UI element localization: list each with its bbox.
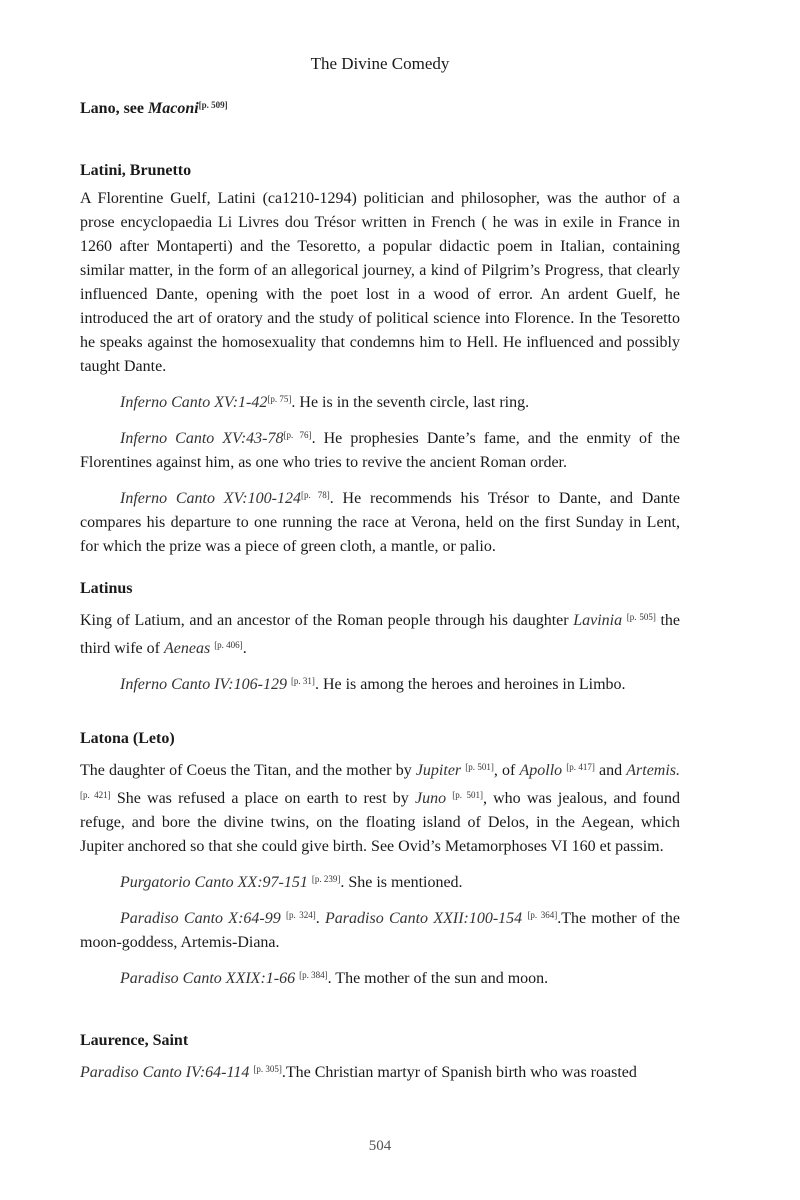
canto-reference: Purgatorio Canto XX:97-151 [p. 239]. She is mentioned. <box>120 874 463 891</box>
canto-link[interactable]: Paradiso Canto X:64-99 <box>120 910 281 927</box>
entry-body: King of Latium, and an ancestor of the Roman people through his daughter Lavinia [p. 505] the third wife of Aeneas [p. 406]. <box>80 612 681 657</box>
cross-reference-link[interactable]: Jupiter <box>415 762 462 779</box>
entry-latini <box>80 162 680 559</box>
entry-body: The daughter of Coeus the Titan, and the mother by Jupiter [p. 501], of Apollo [p. 417] and Artemis. [p. 421] She was refused a place on earth to rest by Juno [p. 501], who was jealous, and found refuge, and bore the divine twins, on the floating island of Delos, in the Aegean, which Jupiter anchored so that she could give birth. See Ovid’s Metamorphoses VI 160 et passim. <box>80 762 681 855</box>
page-reference: [p. 384] <box>299 970 328 980</box>
canto-link[interactable]: Paradiso Canto XXII:100-154 <box>325 910 523 927</box>
entry-laurence <box>80 1032 680 1085</box>
canto-reference: Inferno Canto XV:100-124[p. 78]. He recommends his Trésor to Dante, and Dante compares his departure to one running the race at Verona, held on the first Sunday in Lent, for which the prize was a piece of green cloth, a mantle, or palio. <box>80 490 681 555</box>
entry-latona <box>80 730 680 991</box>
cross-reference-link[interactable]: Apollo <box>519 762 563 779</box>
canto-link[interactable]: Paradiso Canto IV:64-114 <box>80 1064 250 1081</box>
page-reference: [p. 305] <box>253 1064 282 1074</box>
document-page <box>80 0 680 1200</box>
entry-heading: Latini, Brunetto <box>80 162 192 179</box>
canto-link[interactable]: Inferno Canto IV:106-129 <box>120 676 287 693</box>
page-reference: [p. 505] <box>626 612 656 622</box>
canto-link[interactable]: Purgatorio Canto XX:97-151 <box>120 874 308 891</box>
entry-heading: Laurence, Saint <box>80 1032 189 1049</box>
page-reference: [p. 501] <box>465 762 494 772</box>
canto-link[interactable]: Paradiso Canto XXIX:1-66 <box>120 970 296 987</box>
entry-heading: Lano, see Maconi[p. 509] <box>80 100 228 117</box>
entry-body: Paradiso Canto IV:64-114 [p. 305].The Christian martyr of Spanish birth who was roasted <box>80 1064 637 1081</box>
cross-reference-link[interactable]: Artemis. <box>626 762 681 779</box>
entry-heading: Latinus <box>80 580 133 597</box>
cross-reference-link[interactable]: Juno <box>414 790 447 807</box>
cross-reference-link[interactable]: Aeneas <box>163 640 211 657</box>
canto-reference: Paradiso Canto X:64-99 [p. 324]. Paradiso Canto XXII:100-154 [p. 364].The mother of the moon-goddess, Artemis-Diana. <box>80 910 681 951</box>
entry-latinus <box>80 580 680 697</box>
page-number: 504 <box>368 1138 392 1154</box>
canto-reference: Paradiso Canto XXIX:1-66 [p. 384]. The mother of the sun and moon. <box>120 970 549 987</box>
page-reference: [p. 239] <box>311 874 341 884</box>
page-reference: [p. 76] <box>283 430 312 440</box>
page-reference: [p. 364] <box>527 910 558 920</box>
canto-link[interactable]: Inferno Canto XV:100-124 <box>120 490 301 507</box>
canto-link[interactable]: Inferno Canto XV:1-42 <box>120 394 268 411</box>
canto-reference: Inferno Canto XV:43-78[p. 76]. He prophesies Dante’s fame, and the enmity of the Florentines against him, as one who tries to revive the ancient Roman order. <box>80 430 680 471</box>
canto-reference: Inferno Canto XV:1-42[p. 75]. He is in the seventh circle, last ring. <box>120 394 530 411</box>
page-reference: [p. 324] <box>286 910 316 920</box>
page-reference: [p. 75] <box>267 394 292 404</box>
canto-reference: Inferno Canto IV:106-129 [p. 31]. He is among the heroes and heroines in Limbo. <box>120 676 626 693</box>
cross-reference-link[interactable]: Lavinia <box>573 612 623 629</box>
cross-reference-link[interactable]: Maconi <box>148 100 199 117</box>
page-reference: [p. 421] <box>80 790 111 800</box>
page-reference: [p. 509] <box>198 100 228 110</box>
page-reference: [p. 31] <box>290 676 315 686</box>
entry-body: A Florentine Guelf, Latini (ca1210-1294) politician and philosopher, was the author of a prose encyclopaedia Li Livres dou Trésor written in French ( he was in exile in France in 1260 after Montaperti) and the Tesoretto, a popular didactic poem in Italian, containing similar matter, in the form of an allegorical journey, a kind of Pilgrim’s Progress, that clearly influenced Dante, opening with the poet lost in a wood of error. An ardent Guelf, he introduced the art of oratory and the study of political science into Florence. In the Tesoretto he speaks against the homosexuality that condemns him to Hell. He influenced and possibly taught Dante. <box>80 190 680 375</box>
running-head: The Divine Comedy <box>310 54 450 73</box>
canto-link[interactable]: Inferno Canto XV:43-78 <box>120 430 284 447</box>
page-reference: [p. 406] <box>214 640 243 650</box>
entry-heading: Latona (Leto) <box>80 730 175 747</box>
page-reference: [p. 78] <box>300 490 330 500</box>
page-reference: [p. 417] <box>566 762 595 772</box>
entry-lano <box>80 100 680 125</box>
page-reference: [p. 501] <box>452 790 483 800</box>
